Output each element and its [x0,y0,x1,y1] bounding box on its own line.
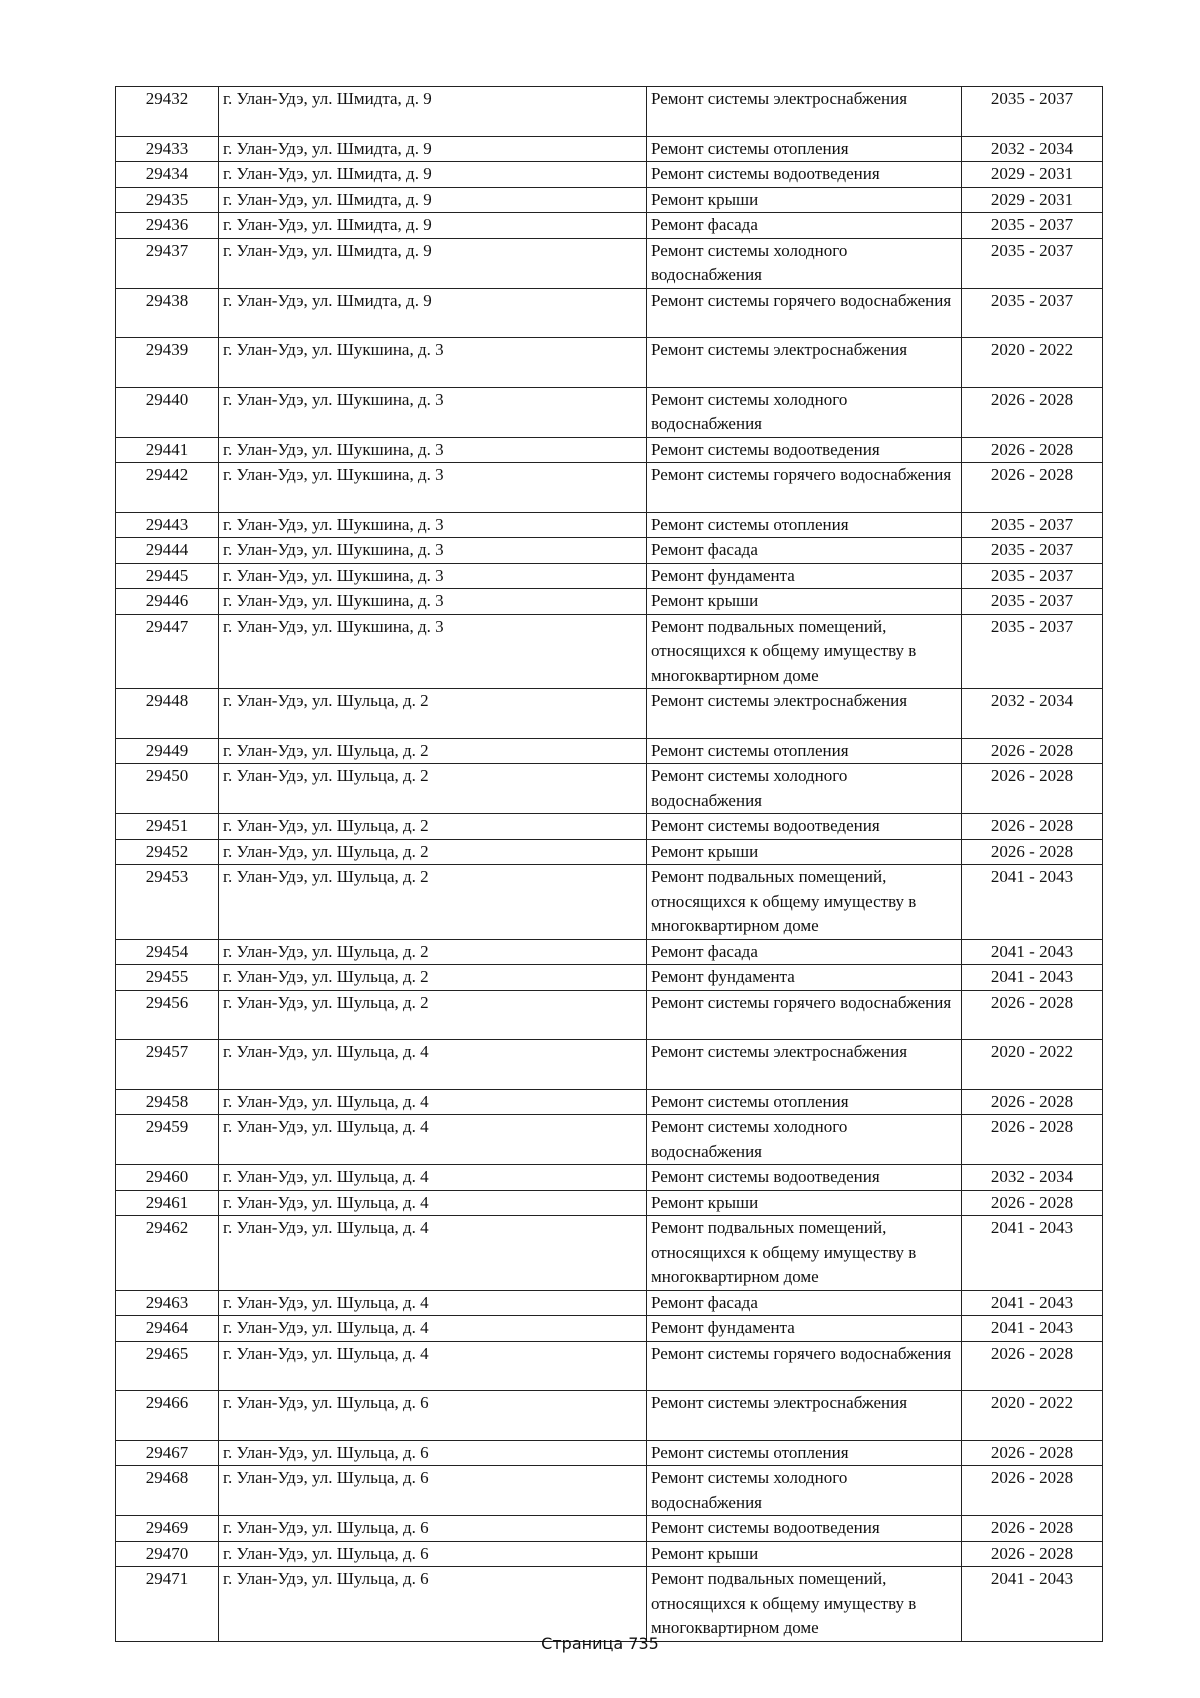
row-period: 2035 - 2037 [962,538,1103,564]
row-period: 2026 - 2028 [962,1541,1103,1567]
table-row [116,738,1103,764]
row-period: 2026 - 2028 [962,437,1103,463]
row-number: 29440 [116,387,219,437]
row-address: г. Улан-Удэ, ул. Шмидта, д. 9 [219,213,647,239]
row-period: 2026 - 2028 [962,1115,1103,1165]
row-period: 2020 - 2022 [962,1040,1103,1090]
row-address: г. Улан-Удэ, ул. Шмидта, д. 9 [219,187,647,213]
row-number: 29468 [116,1466,219,1516]
row-work-type: Ремонт системы электроснабжения [647,1391,962,1441]
row-period: 2026 - 2028 [962,1089,1103,1115]
row-number: 29451 [116,814,219,840]
row-work-type: Ремонт системы холодного водоснабжения [647,387,962,437]
table-row [116,589,1103,615]
row-period: 2035 - 2037 [962,288,1103,338]
table-row [116,1115,1103,1165]
table-row [116,1190,1103,1216]
row-work-type: Ремонт системы отопления [647,1440,962,1466]
row-address: г. Улан-Удэ, ул. Шульца, д. 4 [219,1190,647,1216]
row-work-type: Ремонт фундамента [647,563,962,589]
row-address: г. Улан-Удэ, ул. Шукшина, д. 3 [219,512,647,538]
table-row [116,87,1103,137]
row-period: 2026 - 2028 [962,463,1103,513]
row-period: 2026 - 2028 [962,738,1103,764]
table-row [116,1391,1103,1441]
row-period: 2032 - 2034 [962,689,1103,739]
table-row [116,814,1103,840]
table-row [116,965,1103,991]
table-row [116,1541,1103,1567]
table-row [116,162,1103,188]
row-address: г. Улан-Удэ, ул. Шмидта, д. 9 [219,238,647,288]
row-address: г. Улан-Удэ, ул. Шульца, д. 2 [219,814,647,840]
row-work-type: Ремонт системы холодного водоснабжения [647,764,962,814]
row-work-type: Ремонт фундамента [647,1316,962,1342]
row-number: 29438 [116,288,219,338]
row-period: 2026 - 2028 [962,839,1103,865]
row-work-type: Ремонт подвальных помещений, относящихся к общему имуществу в многоквартирном доме [647,1216,962,1291]
row-number: 29458 [116,1089,219,1115]
table-row [116,238,1103,288]
row-number: 29436 [116,213,219,239]
row-number: 29450 [116,764,219,814]
row-address: г. Улан-Удэ, ул. Шульца, д. 4 [219,1089,647,1115]
row-address: г. Улан-Удэ, ул. Шульца, д. 2 [219,865,647,940]
row-period: 2035 - 2037 [962,512,1103,538]
row-number: 29447 [116,614,219,689]
row-number: 29470 [116,1541,219,1567]
row-period: 2026 - 2028 [962,990,1103,1040]
row-address: г. Улан-Удэ, ул. Шульца, д. 6 [219,1516,647,1542]
row-period: 2041 - 2043 [962,965,1103,991]
row-work-type: Ремонт системы холодного водоснабжения [647,238,962,288]
row-address: г. Улан-Удэ, ул. Шульца, д. 6 [219,1541,647,1567]
row-work-type: Ремонт системы холодного водоснабжения [647,1466,962,1516]
table-row [116,387,1103,437]
row-address: г. Улан-Удэ, ул. Шульца, д. 2 [219,738,647,764]
table-row [116,1216,1103,1291]
row-number: 29457 [116,1040,219,1090]
table-row [116,1341,1103,1391]
row-work-type: Ремонт подвальных помещений, относящихся к общему имуществу в многоквартирном доме [647,614,962,689]
row-work-type: Ремонт системы горячего водоснабжения [647,463,962,513]
row-address: г. Улан-Удэ, ул. Шукшина, д. 3 [219,437,647,463]
row-work-type: Ремонт системы электроснабжения [647,689,962,739]
row-number: 29441 [116,437,219,463]
row-address: г. Улан-Удэ, ул. Шульца, д. 2 [219,939,647,965]
table-row [116,1466,1103,1516]
row-address: г. Улан-Удэ, ул. Шукшина, д. 3 [219,589,647,615]
table-row [116,187,1103,213]
table-row [116,1089,1103,1115]
row-number: 29446 [116,589,219,615]
row-work-type: Ремонт фасада [647,939,962,965]
row-period: 2041 - 2043 [962,1290,1103,1316]
row-address: г. Улан-Удэ, ул. Шульца, д. 2 [219,839,647,865]
row-number: 29466 [116,1391,219,1441]
row-number: 29444 [116,538,219,564]
row-address: г. Улан-Удэ, ул. Шульца, д. 2 [219,764,647,814]
row-period: 2035 - 2037 [962,563,1103,589]
row-period: 2032 - 2034 [962,136,1103,162]
table-body [116,87,1103,1642]
row-address: г. Улан-Удэ, ул. Шмидта, д. 9 [219,162,647,188]
row-address: г. Улан-Удэ, ул. Шукшина, д. 3 [219,387,647,437]
page-number: Страница 735 [541,1634,659,1653]
row-period: 2026 - 2028 [962,764,1103,814]
row-work-type: Ремонт системы горячего водоснабжения [647,1341,962,1391]
row-period: 2041 - 2043 [962,1567,1103,1642]
row-work-type: Ремонт системы водоотведения [647,1516,962,1542]
table-row [116,1040,1103,1090]
table-row [116,1440,1103,1466]
row-address: г. Улан-Удэ, ул. Шульца, д. 4 [219,1290,647,1316]
row-number: 29449 [116,738,219,764]
row-number: 29442 [116,463,219,513]
row-period: 2041 - 2043 [962,1316,1103,1342]
row-work-type: Ремонт системы водоотведения [647,162,962,188]
row-work-type: Ремонт системы холодного водоснабжения [647,1115,962,1165]
row-number: 29463 [116,1290,219,1316]
table-row [116,865,1103,940]
row-number: 29460 [116,1165,219,1191]
row-number: 29437 [116,238,219,288]
row-work-type: Ремонт системы водоотведения [647,1165,962,1191]
row-work-type: Ремонт системы электроснабжения [647,1040,962,1090]
row-address: г. Улан-Удэ, ул. Шукшина, д. 3 [219,463,647,513]
row-number: 29462 [116,1216,219,1291]
row-work-type: Ремонт системы отопления [647,136,962,162]
row-number: 29439 [116,338,219,388]
row-number: 29443 [116,512,219,538]
row-address: г. Улан-Удэ, ул. Шульца, д. 2 [219,689,647,739]
row-address: г. Улан-Удэ, ул. Шульца, д. 4 [219,1165,647,1191]
row-number: 29435 [116,187,219,213]
row-number: 29459 [116,1115,219,1165]
row-address: г. Улан-Удэ, ул. Шульца, д. 2 [219,965,647,991]
row-period: 2041 - 2043 [962,939,1103,965]
row-work-type: Ремонт системы отопления [647,738,962,764]
row-number: 29453 [116,865,219,940]
row-work-type: Ремонт фасада [647,213,962,239]
row-number: 29467 [116,1440,219,1466]
row-address: г. Улан-Удэ, ул. Шукшина, д. 3 [219,614,647,689]
row-period: 2035 - 2037 [962,614,1103,689]
table-row [116,1165,1103,1191]
row-address: г. Улан-Удэ, ул. Шмидта, д. 9 [219,288,647,338]
row-number: 29433 [116,136,219,162]
row-work-type: Ремонт крыши [647,839,962,865]
table-row [116,437,1103,463]
row-period: 2029 - 2031 [962,187,1103,213]
table-row [116,1290,1103,1316]
row-address: г. Улан-Удэ, ул. Шукшина, д. 3 [219,563,647,589]
row-work-type: Ремонт подвальных помещений, относящихся к общему имуществу в многоквартирном доме [647,865,962,940]
row-work-type: Ремонт фасада [647,538,962,564]
row-period: 2026 - 2028 [962,1466,1103,1516]
row-work-type: Ремонт фасада [647,1290,962,1316]
row-number: 29452 [116,839,219,865]
row-work-type: Ремонт системы электроснабжения [647,87,962,137]
row-period: 2041 - 2043 [962,865,1103,940]
row-number: 29455 [116,965,219,991]
row-period: 2026 - 2028 [962,1440,1103,1466]
row-work-type: Ремонт системы водоотведения [647,814,962,840]
row-work-type: Ремонт системы водоотведения [647,437,962,463]
row-number: 29471 [116,1567,219,1642]
table-row [116,288,1103,338]
table-row [116,463,1103,513]
row-work-type: Ремонт системы горячего водоснабжения [647,288,962,338]
row-period: 2026 - 2028 [962,1341,1103,1391]
row-number: 29461 [116,1190,219,1216]
table-row [116,990,1103,1040]
row-number: 29456 [116,990,219,1040]
row-address: г. Улан-Удэ, ул. Шмидта, д. 9 [219,136,647,162]
row-period: 2032 - 2034 [962,1165,1103,1191]
table-row [116,764,1103,814]
row-number: 29448 [116,689,219,739]
row-work-type: Ремонт системы горячего водоснабжения [647,990,962,1040]
row-address: г. Улан-Удэ, ул. Шульца, д. 6 [219,1440,647,1466]
row-work-type: Ремонт подвальных помещений, относящихся к общему имуществу в многоквартирном доме [647,1567,962,1642]
row-address: г. Улан-Удэ, ул. Шульца, д. 4 [219,1341,647,1391]
row-address: г. Улан-Удэ, ул. Шульца, д. 6 [219,1466,647,1516]
table-row [116,338,1103,388]
row-address: г. Улан-Удэ, ул. Шмидта, д. 9 [219,87,647,137]
row-work-type: Ремонт крыши [647,187,962,213]
table-row [116,213,1103,239]
row-address: г. Улан-Удэ, ул. Шукшина, д. 3 [219,338,647,388]
row-number: 29445 [116,563,219,589]
table-row [116,538,1103,564]
row-period: 2035 - 2037 [962,589,1103,615]
row-period: 2035 - 2037 [962,238,1103,288]
row-work-type: Ремонт системы электроснабжения [647,338,962,388]
table-row [116,1516,1103,1542]
row-period: 2020 - 2022 [962,338,1103,388]
row-work-type: Ремонт крыши [647,589,962,615]
row-address: г. Улан-Удэ, ул. Шукшина, д. 3 [219,538,647,564]
row-work-type: Ремонт крыши [647,1190,962,1216]
row-number: 29469 [116,1516,219,1542]
row-period: 2029 - 2031 [962,162,1103,188]
table-row [116,136,1103,162]
repair-schedule-table [115,86,1103,1642]
row-work-type: Ремонт системы отопления [647,1089,962,1115]
table-row [116,563,1103,589]
row-work-type: Ремонт системы отопления [647,512,962,538]
table-row [116,512,1103,538]
row-number: 29454 [116,939,219,965]
table-row [116,939,1103,965]
row-number: 29464 [116,1316,219,1342]
row-work-type: Ремонт крыши [647,1541,962,1567]
row-address: г. Улан-Удэ, ул. Шульца, д. 6 [219,1567,647,1642]
table-row [116,689,1103,739]
row-period: 2026 - 2028 [962,1516,1103,1542]
row-period: 2041 - 2043 [962,1216,1103,1291]
row-period: 2020 - 2022 [962,1391,1103,1441]
row-number: 29432 [116,87,219,137]
table-row [116,614,1103,689]
row-address: г. Улан-Удэ, ул. Шульца, д. 6 [219,1391,647,1441]
table-row [116,1316,1103,1342]
row-number: 29434 [116,162,219,188]
row-period: 2026 - 2028 [962,814,1103,840]
row-address: г. Улан-Удэ, ул. Шульца, д. 4 [219,1316,647,1342]
row-work-type: Ремонт фундамента [647,965,962,991]
row-period: 2035 - 2037 [962,213,1103,239]
row-address: г. Улан-Удэ, ул. Шульца, д. 4 [219,1216,647,1291]
row-period: 2035 - 2037 [962,87,1103,137]
row-period: 2026 - 2028 [962,1190,1103,1216]
row-address: г. Улан-Удэ, ул. Шульца, д. 4 [219,1040,647,1090]
row-address: г. Улан-Удэ, ул. Шульца, д. 4 [219,1115,647,1165]
row-period: 2026 - 2028 [962,387,1103,437]
table-row [116,839,1103,865]
table-row [116,1567,1103,1642]
row-address: г. Улан-Удэ, ул. Шульца, д. 2 [219,990,647,1040]
row-number: 29465 [116,1341,219,1391]
